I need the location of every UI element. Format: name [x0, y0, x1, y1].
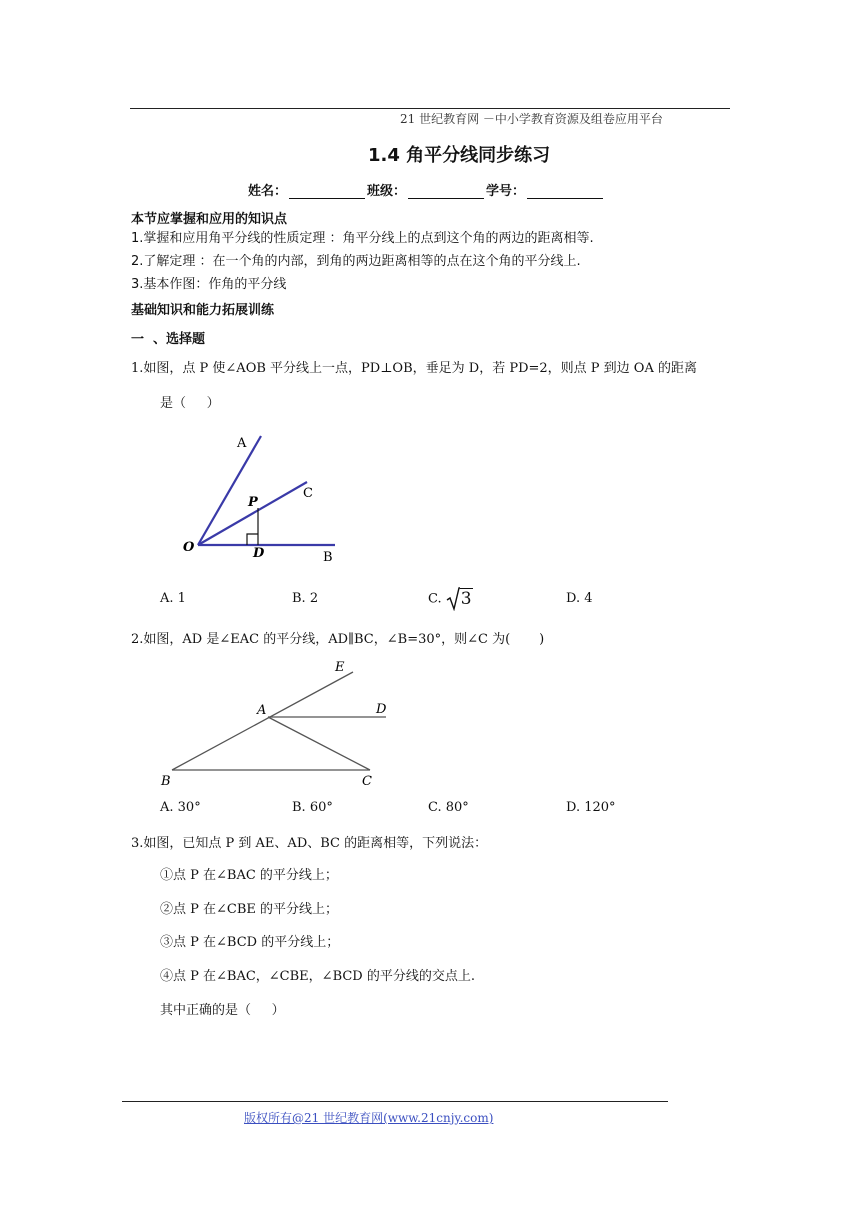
- q2-label-d: D: [376, 702, 387, 717]
- q1-stem-line1: 1.如图，点 P 使∠AOB 平分线上一点，PD⊥OB，垂足为 D，若 PD=2，则点 P 到边 OA 的距离: [131, 361, 697, 376]
- knowledge-heading: 本节应掌握和应用的知识点: [131, 212, 288, 227]
- q3-stem: 3.如图，已知点 P 到 AE、AD、BC 的距离相等，下列说法：: [131, 836, 488, 851]
- name-label: 姓名：: [248, 184, 288, 199]
- q3-statement-1: ①点 P 在∠BAC 的平分线上；: [160, 868, 338, 883]
- q1-choice-d[interactable]: D. 4: [566, 591, 593, 606]
- class-blank: [408, 184, 484, 199]
- student-info-line: [248, 180, 605, 199]
- q2-label-c: C: [362, 774, 372, 789]
- q1-ray-oc: [198, 482, 307, 545]
- q1-label-c: C: [303, 486, 313, 501]
- footer-copyright-link[interactable]: 版权所有@21 世纪教育网(www.21cnjy.com): [244, 1111, 494, 1125]
- q1-label-b: B: [323, 550, 333, 565]
- q1-label-a: A: [237, 436, 247, 451]
- knowledge-item-3: 3.基本作图：作角的平分线: [131, 277, 287, 292]
- page-title: 1.4 角平分线同步练习: [368, 145, 551, 166]
- section-heading: 一 、选择题: [131, 332, 206, 347]
- q2-choice-a[interactable]: A. 30°: [160, 800, 201, 815]
- training-heading: 基础知识和能力拓展训练: [131, 303, 275, 318]
- id-label: 学号：: [486, 184, 526, 199]
- q2-figure: [155, 655, 400, 790]
- q1-label-o: O: [183, 540, 195, 555]
- q1-choice-a[interactable]: A. 1: [160, 591, 186, 606]
- q2-choice-d[interactable]: D. 120°: [566, 800, 616, 815]
- q2-line-ac: [268, 717, 370, 770]
- footer-rule: [122, 1101, 668, 1102]
- header-site-text: 21 世纪教育网 －中小学教育资源及组卷应用平台: [400, 112, 663, 126]
- q1-stem-line2: 是（ ）: [160, 396, 220, 411]
- q3-statement-2: ②点 P 在∠CBE 的平分线上；: [160, 902, 339, 917]
- sqrt-icon: [446, 587, 460, 611]
- id-blank: [527, 184, 603, 199]
- q2-label-e: E: [335, 660, 345, 675]
- name-blank: [289, 184, 365, 199]
- q2-choice-b[interactable]: B. 60°: [292, 800, 333, 815]
- q2-stem: 2.如图，AD 是∠EAC 的平分线，AD∥BC，∠B=30°，则∠C 为( ): [131, 632, 545, 647]
- q1-choice-b[interactable]: B. 2: [292, 591, 319, 606]
- q2-line-be: [172, 672, 353, 770]
- q1-choice-c[interactable]: [428, 587, 473, 611]
- q1-label-d: D: [253, 546, 265, 561]
- q3-statement-4: ④点 P 在∠BAC，∠CBE，∠BCD 的平分线的交点上.: [160, 969, 475, 984]
- q1-choice-c-radicand: 3: [460, 589, 472, 609]
- q2-label-b: B: [161, 774, 171, 789]
- q1-choice-c-prefix: C.: [428, 591, 442, 607]
- knowledge-item-2: 2.了解定理 ：在一个角的内部，到角的两边距离相等的点在这个角的平分线上.: [131, 254, 581, 269]
- q3-statement-3: ③点 P 在∠BCD 的平分线上；: [160, 935, 340, 950]
- q2-label-a: A: [257, 703, 267, 718]
- class-label: 班级：: [367, 184, 407, 199]
- q1-label-p: P: [248, 495, 258, 510]
- q2-choice-c[interactable]: C. 80°: [428, 800, 469, 815]
- q1-figure: [175, 425, 375, 570]
- q1-ray-oa: [198, 436, 261, 545]
- header-rule: [130, 108, 730, 109]
- knowledge-item-1: 1.掌握和应用角平分线的性质定理 ：角平分线上的点到这个角的两边的距离相等.: [131, 231, 594, 246]
- q3-ask: 其中正确的是（ ）: [160, 1003, 285, 1018]
- q1-right-angle-mark: [247, 534, 258, 545]
